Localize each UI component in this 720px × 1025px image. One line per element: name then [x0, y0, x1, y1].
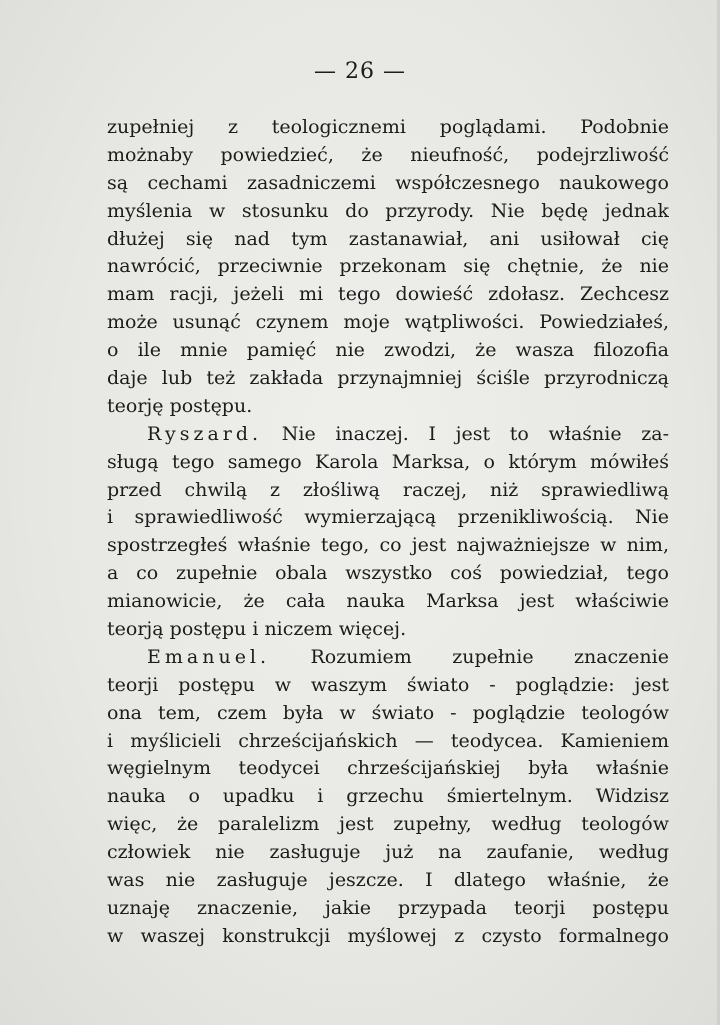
text-line: i sprawiedliwość wymierzającą przenikliwością. Nie [107, 506, 669, 529]
speaker-name: Emanuel. [147, 645, 271, 668]
text-line: teorję postępu. [107, 394, 253, 417]
speaker-name: Ryszard. [147, 422, 263, 445]
text-line: dłużej się nad tym zastanawiał, ani usiłował cię [107, 227, 669, 250]
text-line: daje lub też zakłada przynajmniej ściśle przyrodniczą [107, 367, 669, 390]
text-line: przed chwilą z złośliwą raczej, niż sprawiedliwą [107, 478, 669, 501]
text-line: spostrzegłeś właśnie tego, co jest najważniejsze w nim, [107, 534, 669, 557]
text-line: sługą tego samego Karola Marksa, o którym mówiłeś [107, 450, 669, 473]
text-line: i myślicieli chrześcijańskich — teodycea. Kamieniem [107, 729, 669, 752]
text-line: mam racji, jeżeli mi tego dowieść zdołasz. Zechcesz [107, 283, 669, 306]
text-line: węgielnym teodycei chrześcijańskiej była właśnie [107, 757, 669, 780]
body-text [107, 114, 669, 951]
text-line: was nie zasługuje jeszcze. I dlatego właśnie, że [107, 869, 669, 892]
speaker-line-text: Rozumiem zupełnie znaczenie [270, 645, 669, 668]
text-line: może usunąć czynem moje wątpliwości. Powiedziałeś, [107, 311, 669, 334]
page-number: — 26 — [314, 59, 406, 84]
speaker-line [107, 644, 669, 672]
text-line: a co zupełnie obala wszystko coś powiedział, tego [107, 562, 669, 585]
text-line: ona tem, czem była w świato - poglądzie teologów [107, 701, 669, 724]
speaker-line-text: Nie inaczej. I jest to właśnie za- [262, 422, 669, 445]
text-line: są cechami zasadniczemi współczesnego naukowego [107, 171, 669, 194]
text-line: uznaję znaczenie, jakie przypada teorji postępu [107, 896, 669, 919]
text-line: teorją postępu i niczem więcej. [107, 618, 407, 641]
text-line: więc, że paralelizm jest zupełny, według teologów [107, 813, 669, 836]
text-line: myślenia w stosunku do przyrody. Nie będę jednak [107, 199, 669, 222]
text-line: możnaby powiedzieć, że nieufność, podejrzliwość [107, 143, 669, 166]
text-line: w waszej konstrukcji myślowej z czysto formalnego [107, 924, 669, 947]
text-line: mianowicie, że cała nauka Marksa jest właściwie [107, 590, 669, 613]
text-line: o ile mnie pamięć nie zwodzi, że wasza filozofia [107, 339, 669, 362]
text-line: zupełniej z teologicznemi poglądami. Podobnie [107, 116, 669, 138]
text-line: człowiek nie zasługuje już na zaufanie, według [107, 841, 669, 864]
text-line: nawrócić, przeciwnie przekonam się chętnie, że nie [107, 255, 669, 278]
text-line: nauka o upadku i grzechu śmiertelnym. Widzisz [107, 785, 669, 808]
speaker-line [107, 421, 669, 449]
text-line: teorji postępu w waszym świato - poglądzie: jest [107, 673, 669, 696]
